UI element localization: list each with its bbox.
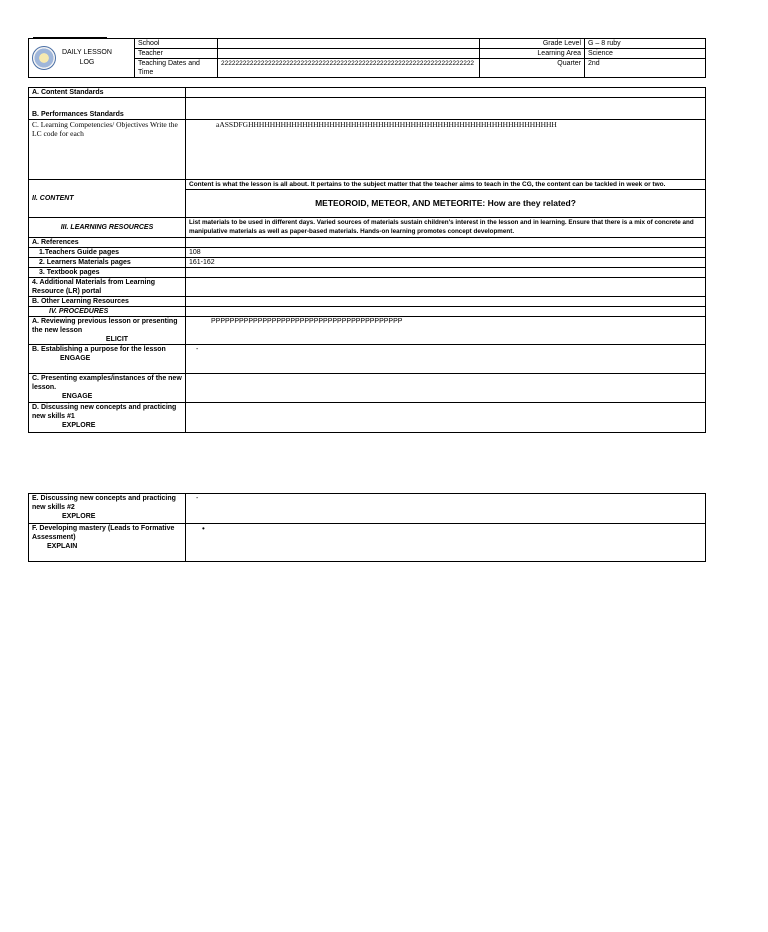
learning-area-value[interactable]: Science xyxy=(585,49,706,59)
grade-level-value[interactable]: G – 8 ruby xyxy=(585,39,706,49)
procedure-b-cell xyxy=(29,345,186,374)
header-title-line1: DAILY LESSON xyxy=(62,49,112,56)
deped-seal-icon xyxy=(32,46,56,70)
quarter-label: Quarter xyxy=(480,59,585,78)
content-standards-value[interactable] xyxy=(186,88,706,98)
tg-value[interactable]: 108 xyxy=(186,248,706,258)
lm-value[interactable]: 161-162 xyxy=(186,258,706,268)
content-standards-label: A. Content Standards xyxy=(29,88,186,98)
content-title[interactable]: METEOROID, METEOR, AND METEORITE: How are they related? xyxy=(186,190,706,218)
lm-label: 2. Learners Materials pages xyxy=(29,258,186,268)
competencies-label: C. Learning Competencies/ Objectives Write the LC code for each xyxy=(29,120,186,180)
procedure-c-value[interactable] xyxy=(186,374,706,403)
additional-materials-label: 4. Additional Materials from Learning Resource (LR) portal xyxy=(29,278,186,297)
grade-level-label: Grade Level xyxy=(480,39,585,49)
other-resources-label: B. Other Learning Resources xyxy=(29,297,186,307)
procedures-label: IV. PROCEDURES xyxy=(29,307,186,317)
quarter-value[interactable]: 2nd xyxy=(585,59,706,78)
procedure-c-sub: ENGAGE xyxy=(62,393,93,400)
procedures-value xyxy=(186,307,706,317)
lesson-continuation-table xyxy=(28,493,706,562)
procedure-a-value[interactable]: PPPPPPPPPPPPPPPPPPPPPPPPPPPPPPPPPPPPPPPPP xyxy=(186,317,706,345)
teacher-value[interactable] xyxy=(218,49,480,59)
resources-label: III. LEARNING RESOURCES xyxy=(29,218,186,238)
school-label: School xyxy=(135,39,218,49)
textbook-value[interactable] xyxy=(186,268,706,278)
procedure-f-cell xyxy=(29,524,186,562)
school-value[interactable] xyxy=(218,39,480,49)
learning-area-label: Learning Area xyxy=(480,49,585,59)
lesson-main-table xyxy=(28,87,706,433)
dates-label: Teaching Dates and Time xyxy=(135,59,218,78)
teacher-label: Teacher xyxy=(135,49,218,59)
procedure-a-label: A. Reviewing previous lesson or presenting the new lesson xyxy=(32,318,178,334)
procedure-b-value[interactable]: - xyxy=(186,345,706,374)
procedure-d-cell xyxy=(29,403,186,433)
procedure-f-value[interactable]: • xyxy=(186,524,706,562)
references-label: A. References xyxy=(29,238,186,248)
procedure-a-cell xyxy=(29,317,186,345)
procedure-c-label: C. Presenting examples/instances of the new lesson. xyxy=(32,375,182,391)
procedure-e-cell xyxy=(29,494,186,524)
procedure-e-label: E. Discussing new concepts and practicing new skills #2 xyxy=(32,495,176,511)
procedure-d-value[interactable] xyxy=(186,403,706,433)
competencies-value[interactable]: aASSDFGHHHHHHHHHHHHHHHHHHHHHHHHHHHHHHHHHHHHHHHHHHHHHHHHHHHHHHHHH xyxy=(186,120,706,180)
procedure-e-sub: EXPLORE xyxy=(62,513,96,520)
tg-label: 1.Teachers Guide pages xyxy=(29,248,186,258)
procedure-a-sub: ELICIT xyxy=(105,336,129,343)
procedure-f-sub: EXPLAIN xyxy=(47,543,78,550)
performance-standards-value[interactable] xyxy=(186,98,706,120)
header-title-cell xyxy=(29,39,135,78)
other-resources-value[interactable] xyxy=(186,297,706,307)
references-value[interactable] xyxy=(186,238,706,248)
header-title-line2: LOG xyxy=(79,59,95,66)
additional-materials-value[interactable] xyxy=(186,278,706,297)
procedure-d-sub: EXPLORE xyxy=(62,422,96,429)
procedure-e-value[interactable]: - xyxy=(186,494,706,524)
resources-note: List materials to be used in different days. Varied sources of materials sustain children's interest in the lesson and in learning. Ensure that there is a mix of concrete and manipulative materials as well as paper-based materials. Hands-on learning promotes concept development. xyxy=(186,218,706,238)
content-note: Content is what the lesson is all about. It pertains to the subject matter that the teacher aims to teach in the CG, the content can be tackled in week or two. xyxy=(186,180,706,190)
textbook-label: 3. Textbook pages xyxy=(29,268,186,278)
dates-value[interactable]: 2222222222222222222222222222222222222222222222222222222222222222222222 xyxy=(218,59,480,78)
header-table xyxy=(28,38,706,78)
content-label: II. CONTENT xyxy=(29,180,186,218)
procedure-c-cell xyxy=(29,374,186,403)
procedure-b-label: B. Establishing a purpose for the lesson xyxy=(32,346,166,353)
procedure-f-label: F. Developing mastery (Leads to Formative Assessment) xyxy=(32,525,175,541)
procedure-b-sub: ENGAGE xyxy=(60,355,91,362)
procedure-d-label: D. Discussing new concepts and practicing new skills #1 xyxy=(32,404,177,420)
performance-standards-label: B. Performances Standards xyxy=(29,98,186,120)
